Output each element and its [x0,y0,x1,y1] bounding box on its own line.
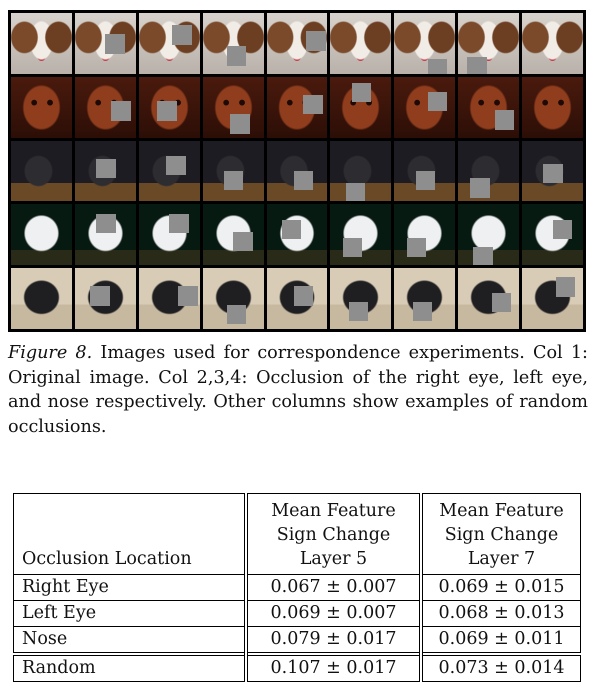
occlusion-square [233,232,252,251]
occlusion-square [157,101,176,120]
occluded-dog-image [139,268,200,329]
occluded-dog-image [75,141,136,202]
row-layer7-value: 0.069 ± 0.011 [421,627,581,655]
occlusion-square [178,286,197,305]
occlusion-square [172,25,191,44]
figure-label: Figure 8. [8,343,93,363]
occluded-dog-image [458,141,519,202]
occlusion-square [492,293,511,312]
original-dog-image [11,141,72,202]
occluded-dog-image [203,77,264,138]
row-layer5-value: 0.067 ± 0.007 [246,575,421,601]
header-layer5 [246,494,421,575]
header-layer7 [421,494,581,575]
occlusion-square [416,171,435,190]
caption-text: Images used for correspondence experiments. Col 1: Original image. Col 2,3,4: Occlusion of the right eye, left eye, and nose respectively. Other columns show examples of random occlusions. [8,343,588,437]
occluded-dog-image [267,268,328,329]
original-dog-image [11,13,72,74]
occluded-dog-image [394,268,455,329]
occluded-dog-image [75,77,136,138]
original-dog-image [11,268,72,329]
row-layer7-value: 0.073 ± 0.014 [421,654,581,682]
occluded-dog-image [267,77,328,138]
header-layer7-line3: Layer 7 [467,549,536,569]
occlusion-square [407,238,426,257]
occluded-dog-image [330,204,391,265]
header-occlusion-location: Occlusion Location [14,494,247,575]
occlusion-square [428,92,447,111]
occlusion-square [543,164,562,183]
occlusion-square [349,302,368,321]
occluded-dog-image [75,204,136,265]
table-header-row [14,494,581,575]
occlusion-square [553,220,572,239]
occluded-dog-image [139,13,200,74]
occlusion-square [303,95,322,114]
occluded-dog-image [203,141,264,202]
row-location: Random [14,654,247,682]
occlusion-square [473,247,492,265]
row-layer7-value: 0.069 ± 0.015 [421,575,581,601]
table-row [14,601,581,627]
occluded-dog-image [522,204,583,265]
occlusion-square [346,183,365,201]
original-dog-image [11,77,72,138]
header-layer7-line1: Mean Feature [439,501,564,521]
occlusion-square [495,110,514,129]
results-table [13,493,581,682]
row-location: Left Eye [14,601,247,627]
occluded-dog-image [522,268,583,329]
occlusion-square [306,31,325,50]
table-row [14,627,581,655]
occluded-dog-image [330,13,391,74]
occlusion-square [169,214,188,233]
occlusion-image-grid [8,10,586,332]
occlusion-square [230,114,249,133]
occlusion-square [413,302,432,321]
row-layer5-value: 0.079 ± 0.017 [246,627,421,655]
occlusion-square [227,46,246,65]
occlusion-square [282,220,301,239]
occluded-dog-image [522,77,583,138]
occluded-dog-image [203,13,264,74]
occluded-dog-image [75,13,136,74]
occlusion-square [352,83,371,102]
occluded-dog-image [330,141,391,202]
occluded-dog-image [394,141,455,202]
occluded-dog-image [75,268,136,329]
header-layer5-line1: Mean Feature [271,501,396,521]
occlusion-square [556,277,575,296]
occluded-dog-image [267,141,328,202]
original-dog-image [11,204,72,265]
occluded-dog-image [267,204,328,265]
table-row [14,654,581,682]
occlusion-square [90,286,109,305]
occlusion-square [111,101,130,120]
occluded-dog-image [458,268,519,329]
occluded-dog-image [330,268,391,329]
occluded-dog-image [394,204,455,265]
occlusion-square [343,238,362,257]
row-layer5-value: 0.069 ± 0.007 [246,601,421,627]
occlusion-square [227,305,246,324]
figure-caption [8,341,588,439]
occluded-dog-image [522,13,583,74]
occlusion-square [105,34,124,53]
header-layer7-line2: Sign Change [444,525,559,545]
occluded-dog-image [203,268,264,329]
occlusion-square [467,57,486,74]
occlusion-square [470,178,489,197]
occlusion-square [166,156,185,175]
occluded-dog-image [267,13,328,74]
row-layer5-value: 0.107 ± 0.017 [246,654,421,682]
occluded-dog-image [330,77,391,138]
occluded-dog-image [458,77,519,138]
occluded-dog-image [139,141,200,202]
occlusion-square [294,171,313,190]
occluded-dog-image [139,77,200,138]
table-row [14,575,581,601]
occluded-dog-image [522,141,583,202]
occluded-dog-image [139,204,200,265]
occlusion-square [224,171,243,190]
occlusion-square [96,214,115,233]
header-layer5-line3: Layer 5 [299,549,368,569]
occlusion-square [96,159,115,178]
occluded-dog-image [394,13,455,74]
occluded-dog-image [203,204,264,265]
occluded-dog-image [458,204,519,265]
row-location: Right Eye [14,575,247,601]
occluded-dog-image [458,13,519,74]
header-layer5-line2: Sign Change [276,525,391,545]
row-location: Nose [14,627,247,655]
occluded-dog-image [394,77,455,138]
occlusion-square [428,59,447,74]
row-layer7-value: 0.068 ± 0.013 [421,601,581,627]
occlusion-square [294,286,313,305]
